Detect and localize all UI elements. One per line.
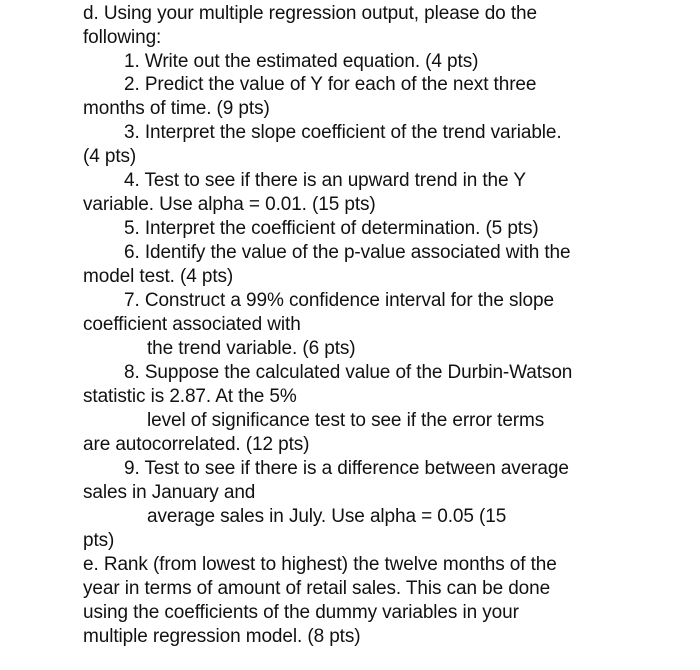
item-5-text: 5. Interpret the coefficient of determination. (5 pts)	[124, 218, 539, 239]
item-9-line-3: average sales in July. Use alpha = 0.05 (15	[147, 506, 507, 527]
item-4-line-2: variable. Use alpha = 0.01. (15 pts)	[83, 194, 376, 215]
item-4-line-1: 4. Test to see if there is an upward trend in the Y	[124, 170, 526, 191]
item-6-line-2: model test. (4 pts)	[83, 266, 234, 287]
item-3-line-1: 3. Interpret the slope coefficient of the trend variable.	[124, 122, 562, 143]
item-7-line-2: coefficient associated with	[83, 314, 301, 335]
item-8-line-2: statistic is 2.87. At the 5%	[83, 386, 297, 407]
item-8-line-1: 8. Suppose the calculated value of the Durbin-Watson	[124, 362, 573, 383]
item-9-line-2: sales in January and	[83, 482, 256, 503]
part-e-line-3: using the coefficients of the dummy variables in your	[83, 602, 519, 623]
part-e-line-1: e. Rank (from lowest to highest) the twelve months of the	[83, 554, 557, 575]
part-e-line-4: multiple regression model. (8 pts)	[83, 626, 361, 647]
item-2-line-2: months of time. (9 pts)	[83, 98, 270, 119]
item-9-line-1: 9. Test to see if there is a difference between average	[124, 458, 569, 479]
item-7-line-1: 7. Construct a 99% confidence interval for the slope	[124, 290, 554, 311]
item-2-line-1: 2. Predict the value of Y for each of the next three	[124, 74, 537, 95]
part-e-line-2: year in terms of amount of retail sales. This can be done	[83, 578, 551, 599]
item-9-line-4: pts)	[83, 530, 115, 551]
item-3-line-2: (4 pts)	[83, 146, 137, 167]
item-6-line-1: 6. Identify the value of the p-value associated with the	[124, 242, 571, 263]
item-7-line-3: the trend variable. (6 pts)	[147, 338, 356, 359]
item-1-text: 1. Write out the estimated equation. (4 pts)	[124, 51, 479, 72]
part-d-heading-line-1: d. Using your multiple regression output, please do the	[83, 3, 537, 24]
item-8-line-4: are autocorrelated. (12 pts)	[83, 434, 310, 455]
part-d-heading-line-2: following:	[83, 27, 162, 48]
item-8-line-3: level of significance test to see if the error terms	[147, 410, 545, 431]
